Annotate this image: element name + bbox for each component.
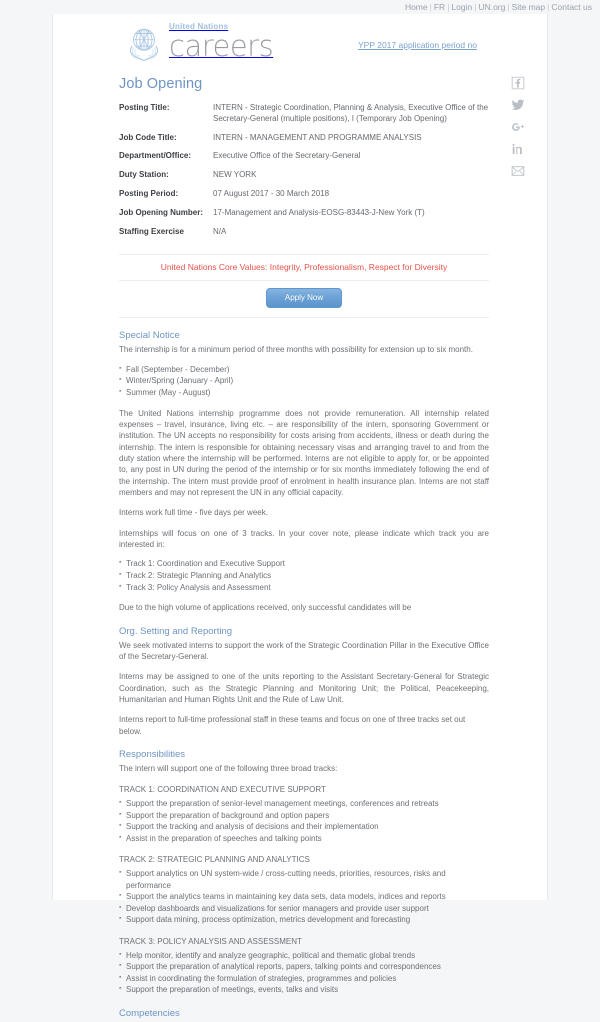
table-row [119,170,489,189]
content-card [52,14,548,1019]
list-item: ▪ Summer (May - August) [119,387,489,399]
org-setting-title: Org. Setting and Reporting [119,625,233,637]
internship-periods-list [119,364,489,399]
topnav-link-un-org[interactable]: UN.org [478,2,506,12]
org-setting-paragraph-2: Interns may be assigned to one of the units reporting to the Assistant Secretary-General for Strategic Coordination, such as the Strategic Planning and Monitoring Unit; the Political, Peacekeeping, Humanitarian and Human Rights Unit and the Rule of Law Unit. [119,672,489,705]
list-item: ▪ Support the analytics teams in maintaining key data sets, data models, indices and reports [119,891,489,903]
twitter-share-link[interactable] [511,98,525,112]
list-item: ▪ Support the preparation of background and option papers [119,810,489,822]
brand-wordmark [169,21,273,61]
detail-value: 07 August 2017 - 30 March 2018 [213,188,330,198]
list-item: ▪ Support data mining, process optimization, metrics development and forecasting [119,914,489,926]
un-emblem-icon [123,20,165,62]
special-notice-intro: The internship is for a minimum period of three months with possibility for extension up to six month. [119,345,473,355]
apply-now-button[interactable]: Apply Now [266,288,342,308]
competencies-title: Competencies [119,1007,180,1019]
section-special-notice [119,330,489,613]
list-item: ▪ Assist in the preparation of speeches and talking points [119,833,489,845]
detail-label: Duty Station: [119,170,169,180]
special-notice-closing: Due to the high volume of applications received, only successful candidates will be [119,603,412,613]
detail-value: INTERN - Strategic Coordination, Planning & Analysis, Executive Office of the Secretary-General (multiple positions), I (Temporary Job Opening) [213,103,489,123]
track-2-heading: TRACK 2: STRATEGIC PLANNING AND ANALYTICS [119,855,310,865]
section-responsibilities [119,749,489,996]
main-content [119,76,489,1022]
email-icon [511,164,525,178]
detail-label: Department/Office: [119,151,192,161]
social-share-rail [500,76,536,178]
topnav-separator: | [474,2,477,12]
table-row [119,208,489,227]
top-utility-nav [405,0,592,14]
detail-label: Job Opening Number: [119,207,203,217]
responsibilities-title: Responsibilities [119,749,186,761]
track-1-heading: TRACK 1: COORDINATION AND EXECUTIVE SUPPORT [119,785,326,795]
email-share-link[interactable] [511,164,525,178]
topnav-link-home[interactable]: Home [404,2,428,12]
apply-band [119,281,489,318]
topnav-separator: | [447,2,450,12]
responsibilities-intro: The intern will support one of the following three broad tracks: [119,764,338,774]
track-options-list [119,558,489,593]
topnav-link-fr[interactable]: FR [433,2,446,12]
detail-label: Staffing Exercise [119,226,184,236]
site-header [53,14,547,76]
topnav-link-contact-us[interactable]: Contact us [551,2,592,12]
detail-label: Job Code Title: [119,132,177,142]
topnav-link-site-map[interactable]: Site map [511,2,546,12]
list-item: ▪ Support the preparation of analytical reports, papers, talking points and correspondences [119,961,489,973]
list-item: ▪ Support the tracking and analysis of decisions and their implementation [119,821,489,833]
detail-value: INTERN - MANAGEMENT AND PROGRAMME ANALYSIS [213,132,422,142]
linkedin-icon [511,142,525,156]
list-item: ▪ Track 3: Policy Analysis and Assessment [119,582,489,594]
list-item: ▪ Track 2: Strategic Planning and Analytics [119,570,489,582]
section-competencies [119,1008,489,1019]
topnav-link-login[interactable]: Login [451,2,473,12]
track-3-list [119,950,489,996]
promo-banner-link[interactable]: YPP 2017 application period no [358,40,477,50]
detail-value: Executive Office of the Secretary-General [213,151,361,161]
list-item: ▪ Develop dashboards and visualizations for senior managers and provide user support [119,903,489,915]
detail-value: N/A [213,226,227,236]
table-row [119,103,489,133]
job-detail-table [119,103,489,245]
list-item: ▪ Support analytics on UN system-wide / cross-cutting needs, priorities, resources, risks and performance [119,868,489,891]
table-row [119,189,489,208]
list-item: ▪ Winter/Spring (January - April) [119,375,489,387]
track-2-list [119,868,489,926]
detail-label: Posting Title: [119,103,170,112]
list-item: ▪ Fall (September - December) [119,364,489,376]
detail-label: Posting Period: [119,188,179,198]
facebook-icon [511,76,525,90]
twitter-icon [511,98,525,112]
detail-value: NEW YORK [213,170,257,180]
linkedin-share-link[interactable] [511,142,525,156]
table-row [119,227,489,246]
brand-organization: United Nations [169,22,229,31]
facebook-share-link[interactable] [511,76,525,90]
org-setting-paragraph-3: Interns report to full-time professional staff in these teams and focus on one of three tracks set out below. [119,715,466,736]
google-plus-icon [511,120,525,134]
core-values-banner: United Nations Core Values: Integrity, Professionalism, Respect for Diversity [119,254,489,281]
list-item: ▪ Assist in coordinating the formulation of strategies, programmes and policies [119,973,489,985]
topnav-separator: | [547,2,550,12]
topnav-separator: | [507,2,510,12]
topnav-separator: | [429,2,432,12]
google-plus-share-link[interactable] [511,120,525,134]
table-row [119,133,489,152]
brand-logo[interactable] [123,20,273,62]
track-3-heading: TRACK 3: POLICY ANALYSIS AND ASSESSMENT [119,937,302,947]
list-item: ▪ Help monitor, identify and analyze geographic, political and thematic global trends [119,950,489,962]
list-item: ▪ Support the preparation of meetings, events, talks and visits [119,984,489,996]
section-org-setting [119,626,489,738]
list-item: ▪ Track 1: Coordination and Executive Support [119,558,489,570]
special-notice-title: Special Notice [119,330,180,342]
special-notice-paragraph-1: The United Nations internship programme does not provide remuneration. All internship related expenses – travel, insurance, living etc. – are responsibility of the intern, sponsoring Government or institution. The UN accepts no responsibility for costs arising from accidents, illness or death during the internship. The intern is responsible for obtaining necessary visas and arranging travel to and from the duty station where the internship will be performed. Interns are not eligible to apply for, or be appointed to, any post in UN during the period of the internship or for six months immediately following the end of the internship. The intern must provide proof of enrolment in health insurance plan. Interns are not staff members and may not represent the UN in any official capacity. [119,408,489,498]
brand-product: careers [169,29,274,63]
page-title: Job Opening [119,76,203,92]
table-row [119,151,489,170]
org-setting-paragraph-1: We seek motivated interns to support the work of the Strategic Coordination Pillar in the Executive Office of the Secretary-General. [119,640,489,661]
track-1-list [119,798,489,844]
detail-value: 17-Management and Analysis-EOSG-83443-J-New York (T) [213,207,425,217]
special-notice-tracks-intro: Internships will focus on one of 3 tracks. In your cover note, please indicate which track you are interested in: [119,528,489,550]
list-item: ▪ Support the preparation of senior-level management meetings, conferences and retreats [119,798,489,810]
special-notice-paragraph-2: Interns work full time - five days per week. [119,508,268,518]
